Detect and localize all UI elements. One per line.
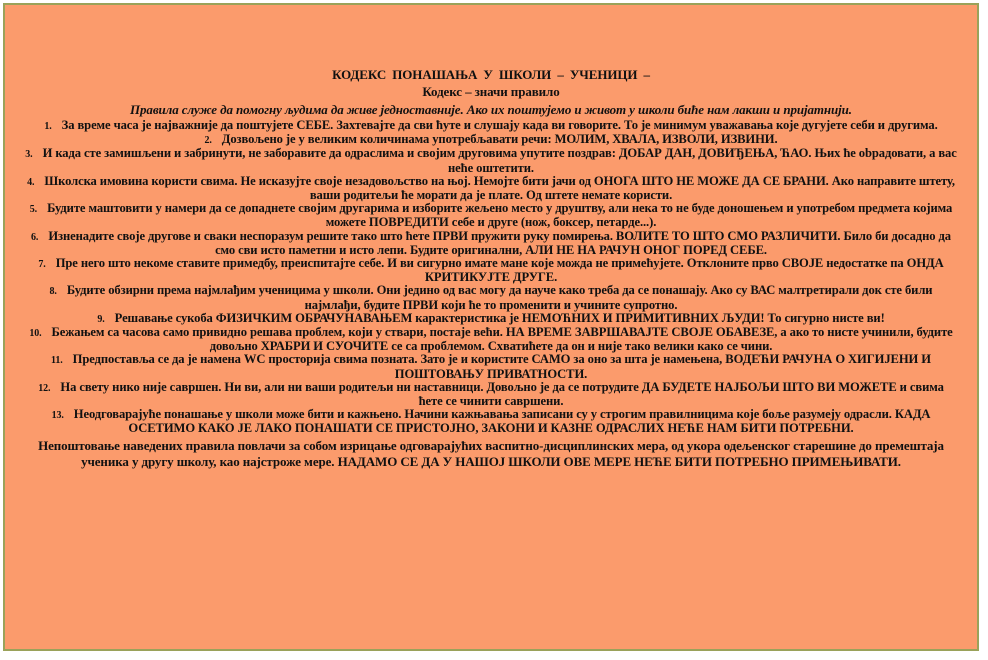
rule-number: 13. bbox=[51, 410, 64, 422]
rule-number: 6. bbox=[31, 231, 39, 243]
rule-text: Решавање сукоба ФИЗИЧКИМ ОБРАЧУНАВАЊЕМ карактеристика је НЕМОЋНИХ И ПРИМИТИВНИХ ЉУДИ! То сигурно нисте ви! bbox=[114, 310, 885, 325]
rule-item bbox=[19, 133, 963, 147]
rule-item bbox=[19, 326, 963, 353]
intro-paragraph: Правила служе да помогну људима да живе једноставније. Ако их поштујемо и живот у школи биће нам лакши и пријатнији. bbox=[130, 102, 852, 117]
rule-item bbox=[19, 147, 963, 174]
rule-text: Изненадите своје другове и сваки неспоразум решите тако што ћете ПРВИ пружити руку помирења. ВОЛИТЕ ТО ШТО СМО РАЗЛИЧИТИ. Било би досадно да смо сви исто паметни и исто лепи. Будите оригинални, АЛИ НЕ НА РАЧУН ОНОГ ПОРЕД СЕБЕ. bbox=[48, 228, 951, 257]
rule-item bbox=[19, 119, 963, 133]
rule-item bbox=[19, 230, 963, 257]
rule-number: 3. bbox=[25, 149, 33, 161]
rule-item bbox=[19, 175, 963, 202]
rule-text: Дозвољено је у великим количинама употребљавати речи: МОЛИМ, ХВАЛА, ИЗВОЛИ, ИЗВИНИ. bbox=[221, 132, 778, 147]
rule-item bbox=[19, 284, 963, 311]
rule-text: И када сте замишљени и забринути, не заборавите да одраслима и својим друговима упутите поздрав: ДОБАР ДАН, ДОВИЂЕЊА, ЋАО. Њих ће obрадовати, а вас неће оштетити. bbox=[42, 146, 957, 175]
document-subtitle: Кодекс – значи правило bbox=[422, 84, 560, 99]
rule-text: За време часа је најважније да поштујете СЕБЕ. Захтевајте да сви ћуте и слушају када ви говорите. То је минимум уважавања које дугујете себи и другима. bbox=[61, 118, 938, 132]
rule-text: Неодговарајуће понашање у школи може бити и кажњено. Начини кажњавања записани су у строгим правилницима које боље разумеју одрасли. КАДА ОСЕТИМО КАКО ЈЕ ЛАКО ПОНАШАТИ СЕ ПРИСТОЈНО, ЗАКОНИ И КАЗНЕ ОДРАСЛИХ НЕЋЕ НАМ БИТИ ПОТРЕБНИ. bbox=[73, 407, 931, 436]
rule-item bbox=[19, 202, 963, 229]
rule-text: Будите маштовити у намери да се допаднете својим другарима и изборите жељено место у друштву, али нека то не буде доношењем и употребом предмета којима можете ПОВРЕДИТИ себе и друге (нож, боксер, петарде...). bbox=[47, 201, 953, 230]
code-of-conduct-panel bbox=[3, 3, 979, 651]
rule-item bbox=[19, 353, 963, 380]
rule-item bbox=[19, 381, 963, 408]
rule-text: Школска имовина користи свима. Не исказујте своје незадовољство на њој. Немојте бити јачи од ОНОГА ШТО НЕ МОЖЕ ДА СЕ БРАНИ. Ако направите штету, ваши родитељи ће морати да је плате. Од штете немате користи. bbox=[44, 173, 955, 203]
rules-list bbox=[19, 119, 963, 436]
document-title: КОДЕКС ПОНАШАЊА У ШКОЛИ – УЧЕНИЦИ – bbox=[332, 67, 650, 82]
rule-text: Бежањем са часова само привидно решава проблем, који у ствари, постаје већи. НА ВРЕМЕ ЗАВРШАВАЈТЕ СВОЈЕ ОБАВЕЗЕ, а ако то нисте учинили, будите довољно ХРАБРИ И СУОЧИТЕ се са проблемом. Схватићете да он и није тако велики како се чини. bbox=[51, 325, 953, 354]
rule-number: 11. bbox=[51, 355, 63, 367]
rule-number: 8. bbox=[49, 286, 57, 298]
rule-number: 10. bbox=[29, 328, 42, 340]
rule-text: Предпоставља се да је намена WC просторија свима позната. Зато је и користите САМО за оно за шта је намењена, ВОДЕЋИ РАЧУНА О ХИГИЈЕНИ И ПОШТОВАЊУ ПРИВАТНОСТИ. bbox=[72, 352, 931, 381]
rule-item bbox=[19, 257, 963, 284]
rule-number: 2. bbox=[204, 135, 212, 147]
rule-number: 5. bbox=[29, 204, 38, 216]
rule-text: На свету нико није савршен. Ни ви, али ни ваши родитељи ни наставници. Довољно је да се потрудите ДА БУДЕТЕ НАЈБОЉИ ШТО ВИ МОЖЕТЕ и свима ћете се чинити савршени. bbox=[60, 379, 944, 409]
rule-number: 12. bbox=[38, 382, 51, 394]
document-body bbox=[19, 67, 963, 470]
rule-item bbox=[19, 312, 963, 326]
closing-paragraph: Непоштовање наведених правила повлачи за собом изрицање одговарајућих васпитно-дисциплинских мера, од укора одељенског старешине до премештаја ученика у другу школу, као најстроже мере. НАДАМО СЕ ДА У НАШОЈ ШКОЛИ ОВЕ МЕРЕ НЕЋЕ БИТИ ПОТРЕБНО ПРИМЕЊИВАТИ. bbox=[38, 437, 944, 469]
rule-number: 4. bbox=[27, 176, 35, 188]
rule-item bbox=[19, 408, 963, 435]
rule-text: Пре него што некоме ставите примедбу, преиспитајте себе. И ви сигурно имате мане које можда не примећујете. Отклоните прво СВОЈЕ недостатке па ОНДА КРИТИКУЈТЕ ДРУГЕ. bbox=[55, 256, 944, 285]
rule-number: 1. bbox=[44, 121, 52, 132]
rule-number: 7. bbox=[38, 259, 46, 271]
rule-text: Будите обзирни према најмлађим ученицима у школи. Они једино од вас могу да науче како треба да се понашају. Ако су ВАС малтретирали док сте били најмлађи, будите ПРВИ који ће то променити и учините супротно. bbox=[66, 283, 933, 312]
rule-number: 9. bbox=[97, 313, 105, 325]
